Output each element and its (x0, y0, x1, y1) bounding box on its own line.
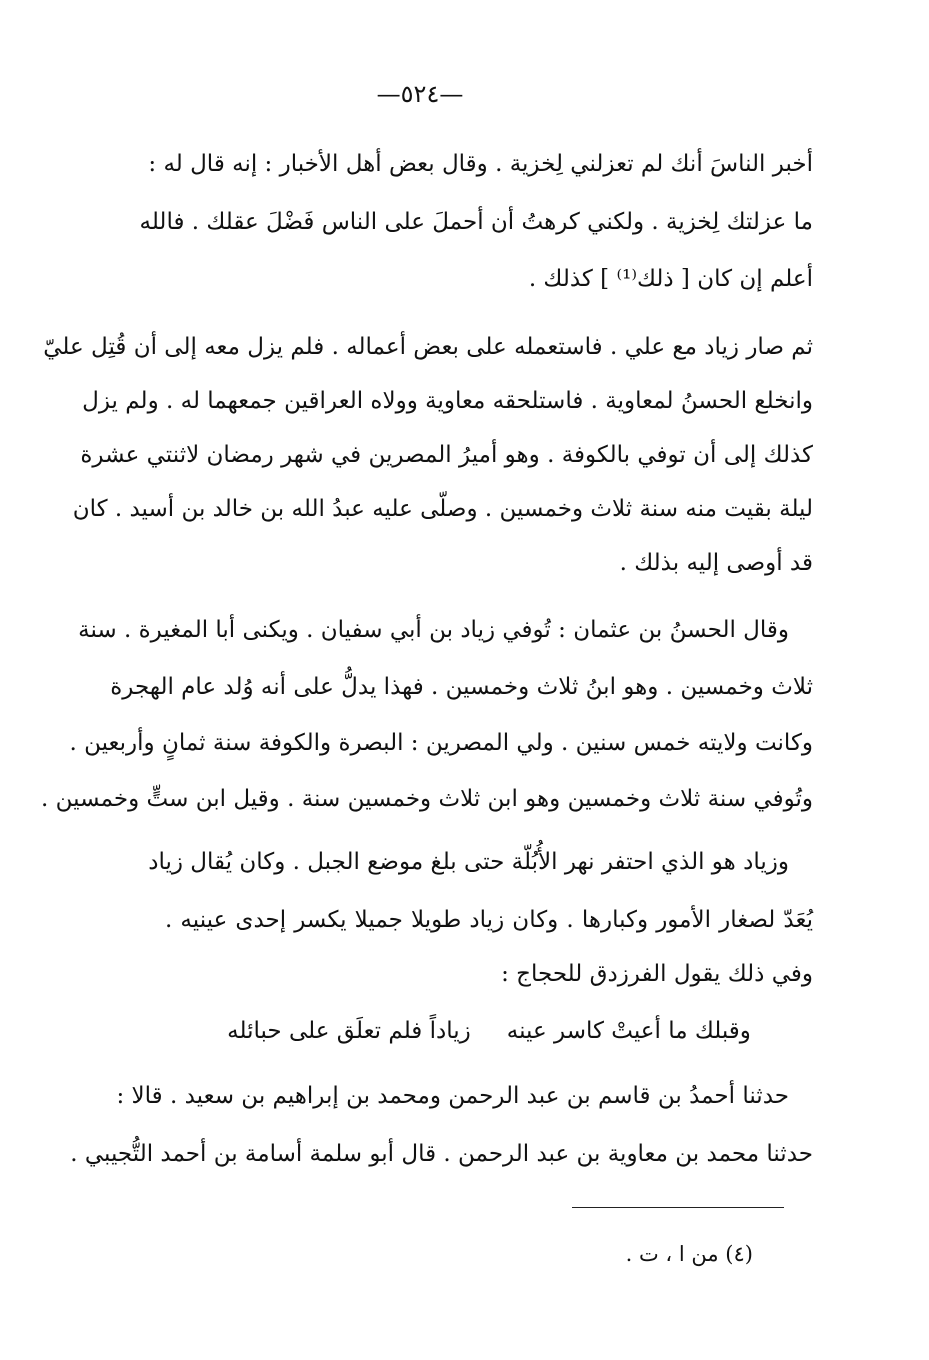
verse-second-hemistich: زياداً فلم تعلَق على حبائله (227, 1018, 471, 1044)
text-line: وانخلع الحسنُ لمعاوية . فاستلحقه معاوية وولاه العراقين جمعهما له . ولم يزل (82, 388, 813, 414)
text-line: أعلم إن كان [ ذلك⁽¹⁾ ] كذلك . (528, 266, 813, 292)
text-line: قد أوصى إليه بذلك . (619, 550, 813, 576)
text-line: ثم صار زياد مع علي . فاستعمله على بعض أعماله . فلم يزل معه إلى أن قُتِل عليّ (43, 334, 813, 360)
text-line: حدثنا أحمدُ بن قاسم بن عبد الرحمن ومحمد بن إبراهيم بن سعيد . قالا : (116, 1083, 789, 1109)
text-line: وفي ذلك يقول الفرزدق للحجاج : (501, 961, 813, 987)
text-line: وقال الحسنُ بن عثمان : تُوفي زياد بن أبي سفيان . ويكنى أبا المغيرة . سنة (78, 617, 789, 643)
text-line: حدثنا محمد بن معاوية بن عبد الرحمن . قال أبو سلمة أسامة بن أحمد التُّجيبي . (70, 1141, 813, 1167)
verse-first-hemistich: وقبلك ما أعيتْ كاسر عينه (506, 1018, 751, 1044)
text-line: وكانت ولايته خمس سنين . ولي المصرين : البصرة والكوفة سنة ثمانٍ وأربعين . (69, 730, 813, 756)
footnote-separator (572, 1207, 784, 1208)
text-line: ثلاث وخمسين . وهو ابنُ ثلاث وخمسين . فهذا يدلُّ على أنه وُلد عام الهجرة (110, 674, 813, 700)
text-line: ما عزلتك لِخزية . ولكني كرهتُ أن أحملَ على الناس فَضْلَ عقلك . فالله (139, 209, 813, 235)
text-line: ليلة بقيت منه سنة ثلاث وخمسين . وصلّى عليه عبدُ الله بن خالد بن أسيد . كان (72, 496, 813, 522)
page-number: —٥٢٤— (376, 80, 464, 108)
text-line: وتُوفي سنة ثلاث وخمسين وهو ابن ثلاث وخمسين سنة . وقيل ابن ستٍّ وخمسين . (41, 786, 813, 812)
footnote: (٤) من ا ، ت . (625, 1242, 753, 1266)
text-line: كذلك إلى أن توفي بالكوفة . وهو أميرُ المصرين في شهر رمضان لاثنتي عشرة (80, 442, 813, 468)
poetry-verse (165, 1018, 813, 1044)
text-line: يُعَدّ لصغار الأمور وكبارها . وكان زياد طويلا جميلا يكسر إحدى عينيه . (165, 907, 813, 933)
text-line: أخبر الناسَ أنك لم تعزلني لِخزية . وقال بعض أهل الأخبار : إنه قال له : (148, 151, 813, 177)
text-line: وزياد هو الذي احتفر نهر الأُبُلّة حتى بلغ موضع الجبل . وكان يُقال زياد (148, 849, 789, 875)
